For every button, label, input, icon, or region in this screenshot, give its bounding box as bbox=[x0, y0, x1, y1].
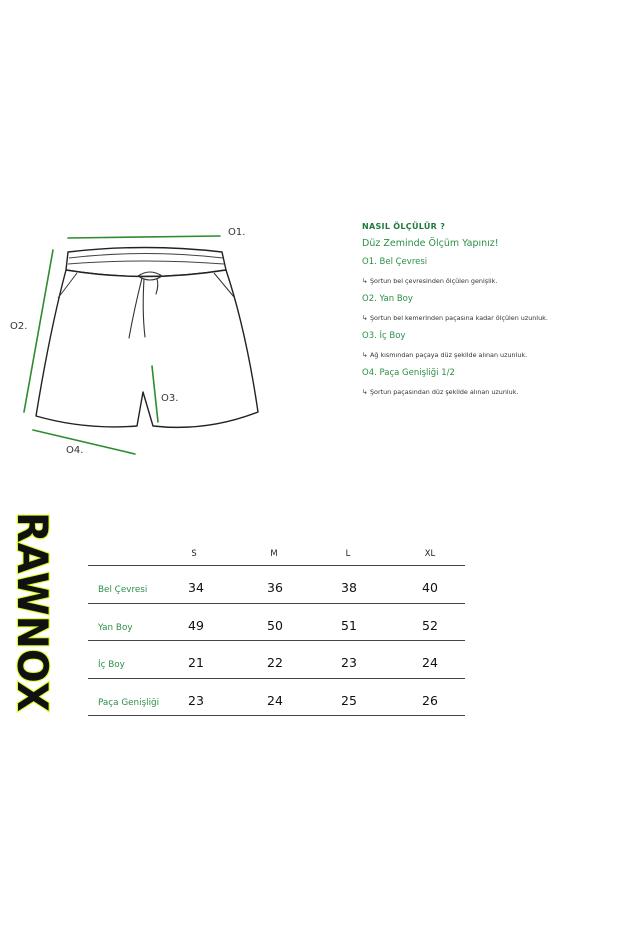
table-cell: 40 bbox=[422, 580, 438, 595]
table-cell: 24 bbox=[267, 692, 283, 708]
table-cell: 50 bbox=[267, 617, 283, 633]
brand-logo bbox=[0, 500, 72, 730]
table-cell: 26 bbox=[422, 692, 438, 708]
header-size-s: S bbox=[191, 548, 197, 558]
row-label: İç Boy bbox=[98, 660, 125, 670]
table-cell: 38 bbox=[341, 580, 357, 595]
table-cell: 25 bbox=[341, 692, 357, 708]
step-waist-desc: ↳ Şortun bel çevresinden ölçülen genişlik. bbox=[362, 277, 498, 285]
step-waist-label: O1. Bel Çevresi bbox=[362, 257, 428, 267]
label-o3: O3. bbox=[161, 393, 179, 404]
label-o1: O1. bbox=[228, 227, 246, 238]
table-cell: 49 bbox=[188, 617, 204, 633]
label-o2: O2. bbox=[10, 321, 28, 332]
arrow-icon: ↳ bbox=[362, 351, 368, 359]
step-inseam-desc: ↳ Ağ kısmından paçaya düz şekilde alınan uzunluk. bbox=[362, 351, 528, 359]
table-row bbox=[88, 679, 465, 717]
table-row bbox=[88, 604, 465, 642]
table-cell: 21 bbox=[188, 655, 204, 670]
leg-opening-measure-line bbox=[33, 430, 135, 454]
header-size-m: M bbox=[270, 548, 278, 558]
step-side-length-desc: ↳ Şortun bel kemerinden paçasına kadar ölçülen uzunluk. bbox=[362, 314, 548, 322]
table-row bbox=[88, 641, 465, 679]
header-size-xl: XL bbox=[424, 548, 436, 558]
row-label: Yan Boy bbox=[98, 622, 133, 633]
arrow-icon: ↳ bbox=[362, 314, 368, 322]
table-cell: 23 bbox=[188, 692, 204, 708]
arrow-icon: ↳ bbox=[362, 388, 368, 396]
table-cell: 34 bbox=[188, 580, 204, 595]
shorts-outline bbox=[36, 248, 258, 428]
table-cell: 51 bbox=[341, 617, 357, 633]
step-inseam-label: O3. İç Boy bbox=[362, 331, 406, 341]
table-row bbox=[88, 566, 465, 604]
table-header-row bbox=[88, 538, 465, 566]
brand-logo-wordmark bbox=[0, 500, 72, 730]
brand-name: RAWNOX bbox=[8, 512, 57, 724]
row-label: Bel Çevresi bbox=[98, 585, 148, 595]
step-leg-opening-label: O4. Paça Genişliği 1/2 bbox=[362, 368, 455, 378]
table-cell: 24 bbox=[422, 655, 438, 670]
table-cell: 36 bbox=[267, 580, 283, 595]
row-label: Paça Genişliği bbox=[98, 697, 160, 708]
step-leg-opening-desc: ↳ Şortun paçasından düz şekilde alınan uzunluk. bbox=[362, 388, 519, 396]
instructions-subtitle: Düz Zeminde Ölçüm Yapınız! bbox=[362, 238, 499, 249]
table-cell: 52 bbox=[422, 617, 438, 633]
table-cell: 23 bbox=[341, 655, 357, 670]
header-size-l: L bbox=[345, 548, 351, 558]
waist-measure-line bbox=[68, 236, 220, 238]
label-o4: O4. bbox=[66, 445, 84, 456]
table-cell: 22 bbox=[267, 655, 283, 670]
instructions-title: NASIL ÖLÇÜLÜR ? bbox=[362, 222, 446, 231]
size-table bbox=[88, 538, 465, 716]
arrow-icon: ↳ bbox=[362, 277, 368, 285]
step-side-length-label: O2. Yan Boy bbox=[362, 294, 413, 304]
